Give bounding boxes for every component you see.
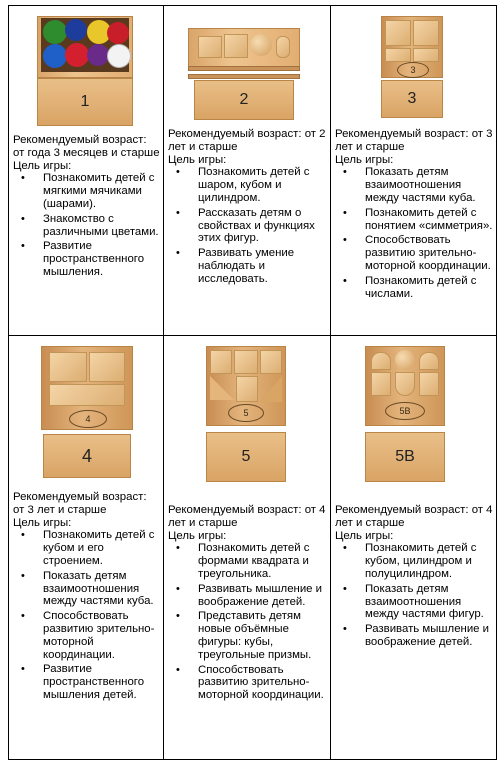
goal-label: Цель игры: [13, 159, 72, 172]
number-board-3 [381, 80, 443, 118]
toy-photo-5b [361, 342, 451, 486]
box-number: 4 [81, 445, 92, 466]
cell-text-1 [13, 134, 160, 281]
white-ball [107, 44, 131, 68]
goal-list [13, 529, 160, 701]
list-item: • Познакомить детей с мягкими мячиками (шарами). [43, 172, 160, 210]
blue-ball [65, 19, 87, 41]
box-number: 1 [80, 93, 90, 110]
list-item: • Познакомить детей с понятием «симметрия». [365, 207, 493, 233]
list-item: • Способствовать развитию зрительно-моторной координации. [43, 610, 160, 661]
number-board-1 [37, 78, 133, 126]
box-emblem: 5 [228, 404, 264, 422]
box-number: 5B [395, 448, 415, 465]
toy-photo-3 [377, 12, 453, 120]
toy-photo-1 [31, 10, 139, 128]
box-number: 5 [241, 448, 251, 465]
list-item: • Познакомить детей с кубом и его строением. [43, 529, 160, 567]
list-item: • Рассказать детям о свойствах и функциях этих фигур. [198, 207, 327, 245]
purple-ball [87, 44, 109, 66]
goal-list [168, 542, 327, 702]
list-item: • Познакомить детей с формами квадрата и треугольника. [198, 542, 327, 580]
goal-label: Цель игры: [335, 153, 394, 166]
toy-photo-5 [202, 342, 292, 486]
box-number: 3 [407, 90, 417, 107]
goal-label: Цель игры: [13, 516, 72, 529]
list-item: • Показать детям взаимоотношения между частями фигур. [365, 583, 493, 621]
goal-list [13, 172, 160, 278]
list-item: • Развивать мышление и воображение детей. [365, 623, 493, 649]
list-item: • Знакомство с различными цветами. [43, 213, 160, 239]
list-item: • Представить детям новые объёмные фигуры: кубы, треугольные призмы. [198, 610, 327, 661]
box-emblem: 5B [385, 402, 425, 420]
toy-photo-2 [184, 18, 304, 124]
green-ball [43, 20, 67, 44]
box-emblem: 4 [69, 410, 107, 428]
age-text: Рекомендуемый возраст: от 2 лет и старше [168, 128, 326, 153]
wood-cube [224, 34, 248, 58]
wood-cube [198, 36, 222, 58]
cell-text-5 [168, 504, 327, 704]
age-text: Рекомендуемый возраст: от 3 лет и старше [13, 491, 147, 516]
toys-table [8, 5, 497, 760]
cell-1 [9, 6, 164, 336]
cell-text-4 [13, 491, 160, 704]
goal-label: Цель игры: [168, 153, 227, 166]
list-item: • Способствовать развитию зрительно-моторной координации. [365, 234, 493, 272]
cell-6 [331, 336, 497, 760]
list-item: • Развивать умение наблюдать и исследовать. [198, 247, 327, 285]
cell-text-6 [335, 504, 493, 651]
cell-2 [164, 6, 331, 336]
list-item: • Способствовать развитию зрительно-моторной координации. [198, 664, 327, 702]
list-item: • Познакомить детей с числами. [365, 275, 493, 301]
cell-text-2 [168, 128, 327, 288]
list-item: • Познакомить детей с кубом, цилиндром и полуцилиндром. [365, 542, 493, 580]
red-ball [107, 22, 129, 44]
list-item: • Показать детям взаимоотношения между частями куба. [43, 570, 160, 608]
number-board-2 [194, 80, 294, 120]
wood-cylinder [276, 36, 290, 58]
goal-label: Цель игры: [335, 529, 394, 542]
goal-list [168, 166, 327, 285]
list-item: • Развитие пространственного мышления. [43, 240, 160, 278]
list-item: • Показать детям взаимоотношения между частями куба. [365, 166, 493, 204]
age-text: Рекомендуемый возраст: от 4 лет и старше [335, 504, 493, 529]
box-number: 2 [239, 91, 249, 108]
list-item: • Познакомить детей с шаром, кубом и цилиндром. [198, 166, 327, 204]
number-board-4 [43, 434, 131, 478]
cell-text-3 [335, 128, 493, 302]
age-text: Рекомендуемый возраст: от 3 лет и старше [335, 128, 493, 153]
age-text: Рекомендуемый возраст: от 4 лет и старше [168, 504, 326, 529]
goal-list [335, 542, 493, 648]
wood-ball [250, 34, 272, 56]
number-board-5b [365, 432, 445, 482]
age-text: Рекомендуемый возраст: от года 3 месяцев и старше [13, 134, 160, 159]
number-board-5 [206, 432, 286, 482]
box-emblem: 3 [397, 62, 429, 78]
cell-5 [164, 336, 331, 760]
list-item: • Развитие пространственного мышления детей. [43, 663, 160, 701]
goal-label: Цель игры: [168, 529, 227, 542]
list-item: • Развивать мышление и воображение детей. [198, 583, 327, 609]
red-ball [65, 43, 89, 67]
blue-ball [43, 44, 67, 68]
goal-list [335, 166, 493, 300]
cell-4 [9, 336, 164, 760]
cell-3 [331, 6, 497, 336]
toy-photo-4 [37, 340, 137, 482]
